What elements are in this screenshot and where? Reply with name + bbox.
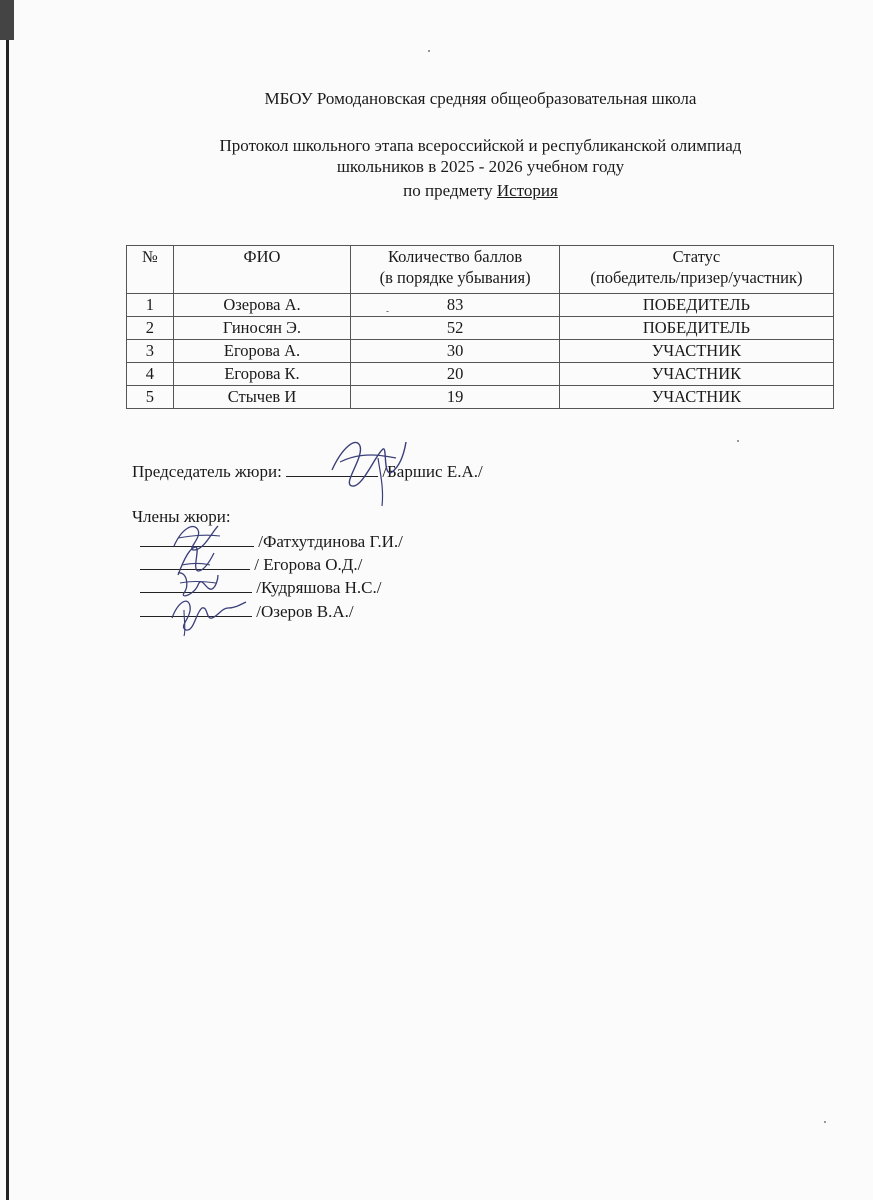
- table-row: [127, 340, 834, 363]
- scan-speck: [824, 1121, 826, 1123]
- protocol-title-line1: Протокол школьного этапа всероссийской и республиканской олимпиад: [219, 136, 742, 155]
- jury-chair-label: Председатель жюри:: [132, 462, 282, 481]
- scan-edge: [6, 0, 9, 1200]
- table-header-row: [127, 246, 834, 294]
- table-row: [127, 317, 834, 340]
- status-header-line1: Статус: [672, 247, 721, 266]
- column-header-number: №: [127, 246, 174, 294]
- cell-status: ПОБЕДИТЕЛЬ: [559, 294, 833, 317]
- scan-speck: [737, 440, 739, 442]
- scan-speck: [386, 311, 389, 312]
- subject-name: История: [496, 181, 558, 200]
- cell-status: УЧАСТНИК: [559, 386, 833, 409]
- jury-chair-name: /Баршис Е.А./: [382, 462, 483, 481]
- cell-number: 2: [127, 317, 174, 340]
- table-row: [127, 386, 834, 409]
- column-header-score: [351, 246, 560, 294]
- cell-status: УЧАСТНИК: [559, 340, 833, 363]
- protocol-title-line2: школьников в 2025 - 2026 учебном году: [336, 157, 625, 176]
- jury-member-name: / Егорова О.Д./: [254, 555, 363, 574]
- column-header-status: [559, 246, 833, 294]
- cell-number: 4: [127, 363, 174, 386]
- chair-signature: [322, 428, 412, 510]
- table-row: [127, 294, 834, 317]
- jury-chair-line: [132, 460, 483, 482]
- score-header-line2: (в порядке убывания): [379, 268, 531, 287]
- cell-name: Озерова А.: [173, 294, 351, 317]
- member-signature: [162, 590, 252, 638]
- jury-member-name: /Фатхутдинова Г.И./: [258, 532, 403, 551]
- cell-score: 19: [351, 386, 560, 409]
- cell-number: 5: [127, 386, 174, 409]
- jury-members-label: Члены жюри:: [132, 507, 231, 526]
- results-table: [126, 245, 834, 409]
- cell-status: УЧАСТНИК: [559, 363, 833, 386]
- subject-line: [44, 180, 873, 201]
- cell-score: 20: [351, 363, 560, 386]
- cell-status: ПОБЕДИТЕЛЬ: [559, 317, 833, 340]
- cell-name: Стычев И: [173, 386, 351, 409]
- cell-score: 83: [351, 294, 560, 317]
- cell-score: 30: [351, 340, 560, 363]
- cell-name: Егорова К.: [173, 363, 351, 386]
- subject-prefix: по предмету: [403, 181, 497, 200]
- table-row: [127, 363, 834, 386]
- scan-speck: [428, 50, 430, 52]
- cell-name: Гиносян Э.: [173, 317, 351, 340]
- jury-member-name: /Озеров В.А./: [256, 602, 354, 621]
- score-header-line1: Количество баллов: [387, 247, 523, 266]
- cell-name: Егорова А.: [173, 340, 351, 363]
- cell-number: 3: [127, 340, 174, 363]
- status-header-line2: (победитель/призер/участник): [590, 268, 803, 287]
- column-header-name: ФИО: [173, 246, 351, 294]
- school-name: МБОУ Ромодановская средняя общеобразовательная школа: [264, 89, 697, 108]
- jury-member-name: /Кудряшова Н.С./: [256, 578, 382, 597]
- cell-score: 52: [351, 317, 560, 340]
- cell-number: 1: [127, 294, 174, 317]
- scan-edge-corner: [0, 0, 14, 40]
